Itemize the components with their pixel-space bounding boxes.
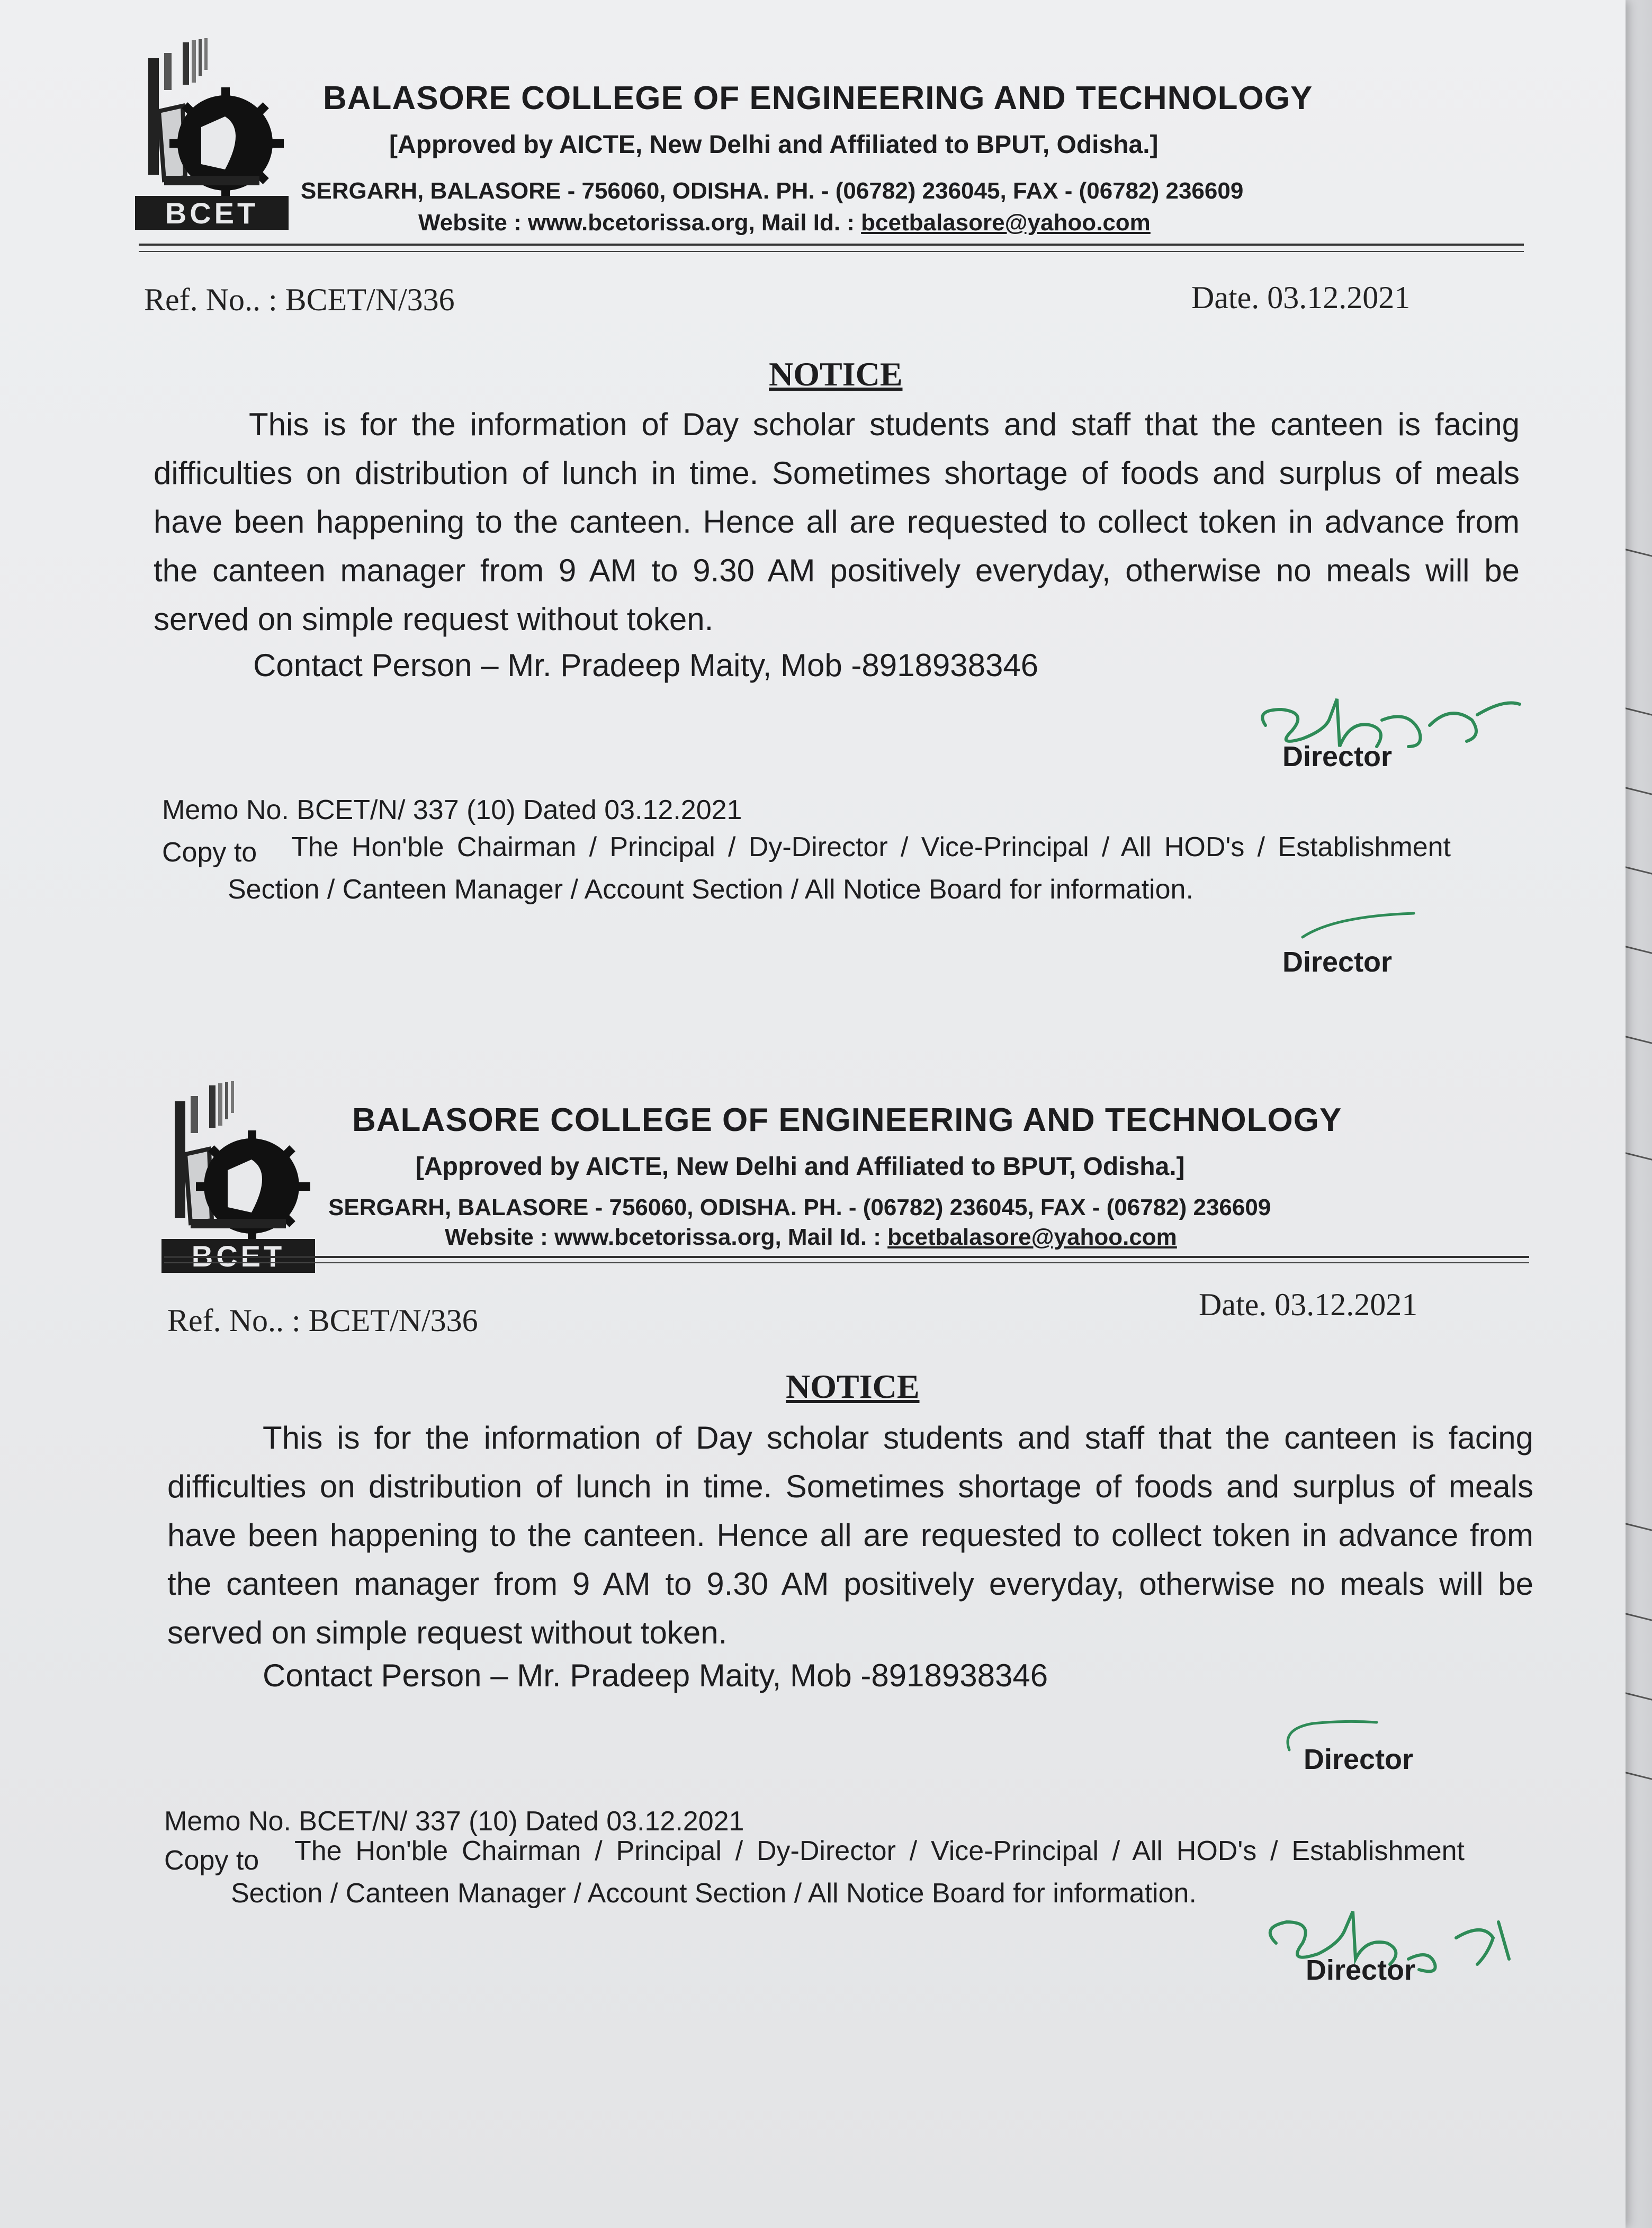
memo-line-2: Memo No. BCET/N/ 337 (10) Dated 03.12.2021 <box>164 1806 744 1837</box>
director-label-memo-2: Director <box>1306 1954 1416 1986</box>
director-label: Director <box>1282 741 1393 772</box>
mail-link[interactable]: bcetbalasore@yahoo.com <box>861 210 1151 236</box>
contact-person: Contact Person – Mr. Pradeep Maity, Mob -8918938346 <box>253 648 1039 683</box>
svg-text:BCET: BCET <box>191 1239 285 1273</box>
notice-date-2: Date. 03.12.2021 <box>1199 1287 1418 1322</box>
svg-text:BCET: BCET <box>165 196 259 230</box>
website-line-2 <box>445 1224 1177 1251</box>
website-line <box>418 210 1151 236</box>
header-rule <box>139 244 1524 246</box>
memo-line: Memo No. BCET/N/ 337 (10) Dated 03.12.2021 <box>162 795 742 825</box>
notice-body: This is for the information of Day scholar students and staff that the canteen is facing difficulties on distribution of lunch in time. Sometimes shortage of foods and surplus of meals have been happening to the canteen. Hence all are requested to collect token in advance from the canteen manager from 9 AM to 9.30 AM positively everyday, otherwise no meals will be served on simple request without token. <box>154 407 1520 637</box>
director-label-2: Director <box>1304 1744 1414 1775</box>
college-logo <box>132 37 291 233</box>
copy-to-label-2: Copy to <box>164 1845 259 1876</box>
college-logo-2 <box>159 1080 318 1276</box>
approval-line: [Approved by AICTE, New Delhi and Affiliated to BPUT, Odisha.] <box>389 131 1159 159</box>
header-rule-2 <box>164 1256 1529 1258</box>
contact-person-2: Contact Person – Mr. Pradeep Maity, Mob -8918938346 <box>263 1658 1048 1693</box>
copy-to-recipients-2: The Hon'ble Chairman / Principal / Dy-Director / Vice-Principal / All HOD's / Establishment Section / Canteen Manager / Account Section / All Notice Board for information. <box>231 1836 1465 1909</box>
website-text-2: Website : www.bcetorissa.org, Mail Id. : <box>445 1224 888 1250</box>
notice-body-2: This is for the information of Day scholar students and staff that the canteen is facing difficulties on distribution of lunch in time. Sometimes shortage of foods and surplus of meals have been happening to the canteen. Hence all are requested to collect token in advance from the canteen manager from 9 AM to 9.30 AM positively everyday, otherwise no meals will be served on simple request without token. <box>167 1420 1533 1650</box>
director-label-memo: Director <box>1282 946 1393 978</box>
website-text: Website : www.bcetorissa.org, Mail Id. : <box>418 210 861 236</box>
copy-to-recipients: The Hon'ble Chairman / Principal / Dy-Director / Vice-Principal / All HOD's / Establishment Section / Canteen Manager / Account Section / All Notice Board for information. <box>228 832 1451 905</box>
notice-date: Date. 03.12.2021 <box>1191 280 1411 315</box>
mail-link-2[interactable]: bcetbalasore@yahoo.com <box>887 1224 1177 1250</box>
college-name-2: BALASORE COLLEGE OF ENGINEERING AND TECHNOLOGY <box>352 1102 1342 1138</box>
address-line-2: SERGARH, BALASORE - 756060, ODISHA. PH. - (06782) 236045, FAX - (06782) 236609 <box>328 1194 1271 1220</box>
header-rule-thin-2 <box>164 1262 1529 1263</box>
ref-number: Ref. No.. : BCET/N/336 <box>144 282 455 317</box>
header-rule-thin <box>139 251 1524 252</box>
address-line: SERGARH, BALASORE - 756060, ODISHA. PH. - (06782) 236045, FAX - (06782) 236609 <box>301 178 1244 204</box>
approval-line-2: [Approved by AICTE, New Delhi and Affiliated to BPUT, Odisha.] <box>416 1153 1185 1181</box>
college-name: BALASORE COLLEGE OF ENGINEERING AND TECHNOLOGY <box>323 80 1313 116</box>
ref-number-2: Ref. No.. : BCET/N/336 <box>167 1303 478 1338</box>
notice-title: NOTICE <box>769 355 903 393</box>
copy-to-label: Copy to <box>162 837 257 868</box>
director-initial-mark <box>1292 911 1424 942</box>
notice-title-2: NOTICE <box>786 1368 920 1405</box>
